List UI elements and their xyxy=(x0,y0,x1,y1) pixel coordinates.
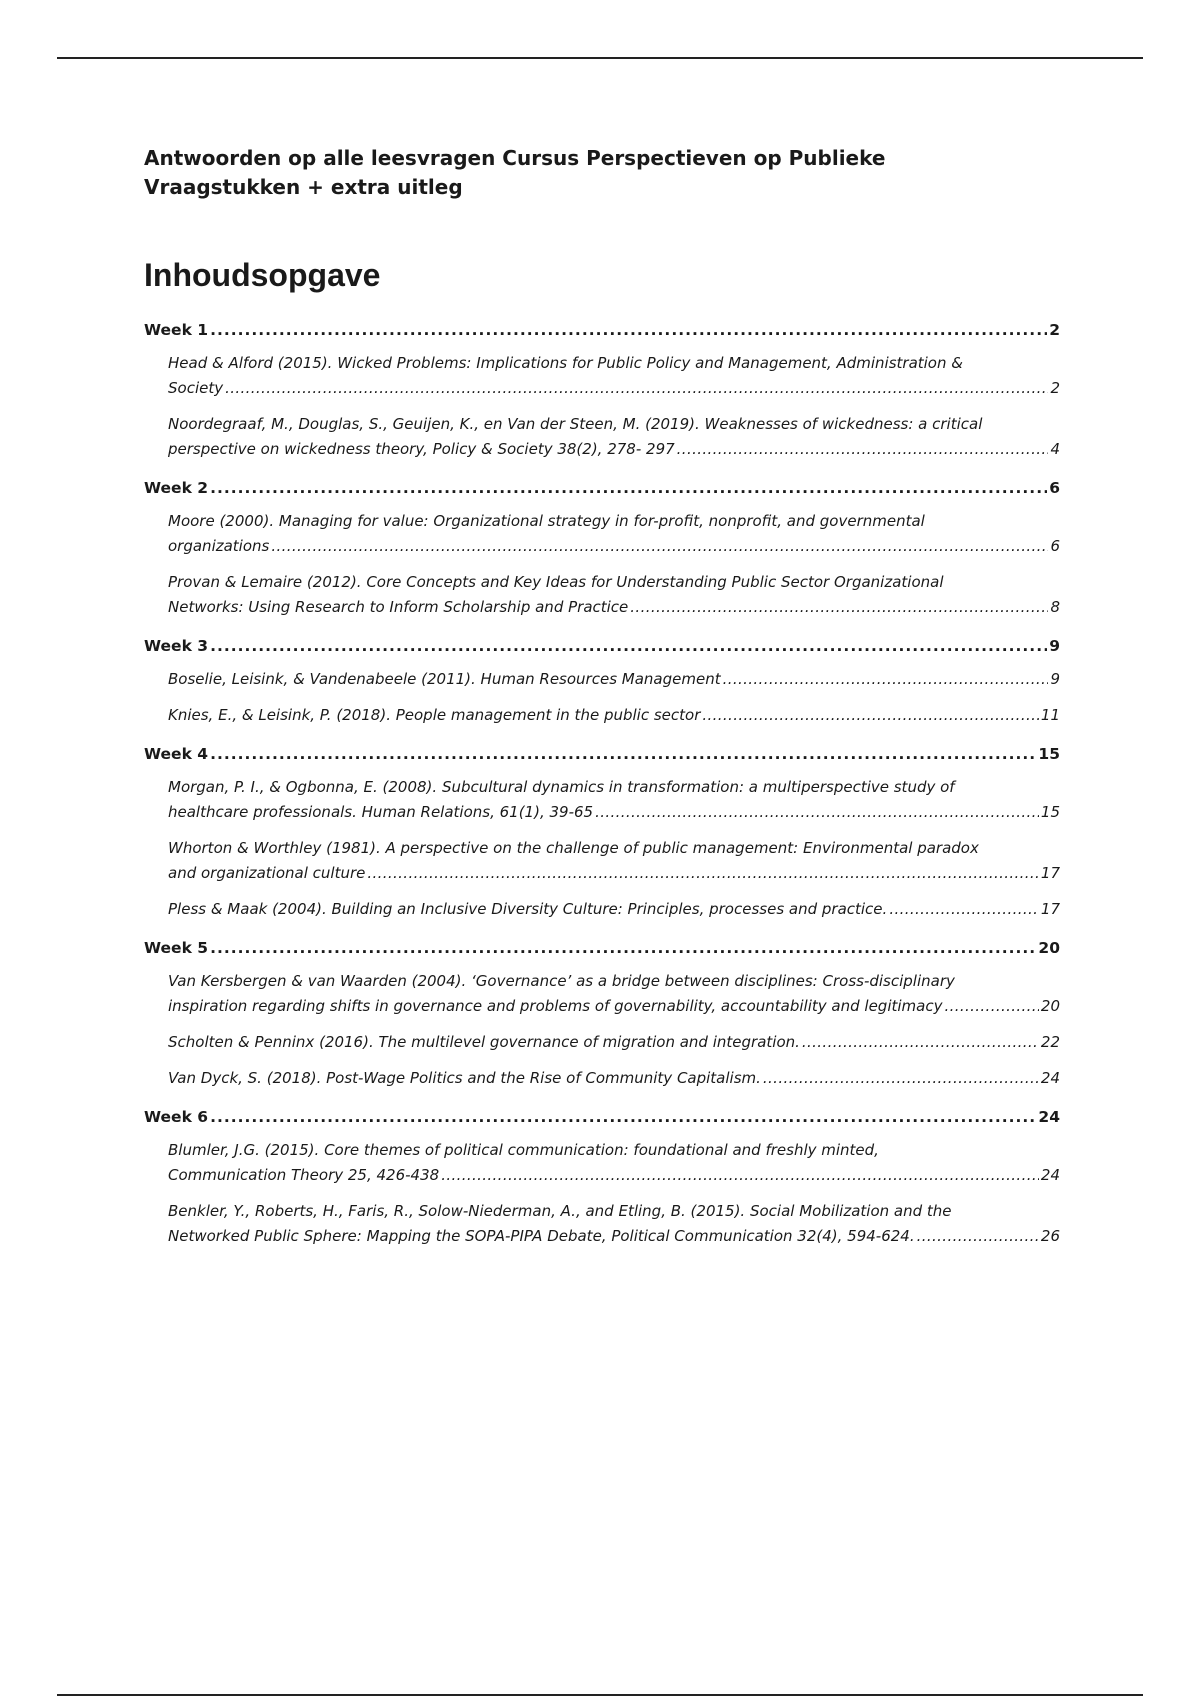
toc-entry-reading[interactable] xyxy=(168,1030,1060,1055)
toc-entry-reading[interactable] xyxy=(168,1066,1060,1091)
toc-leader-dots xyxy=(441,1163,1039,1188)
header-rule xyxy=(57,57,1143,59)
toc-entry-last-line xyxy=(168,1224,1060,1249)
toc-entry-last-line xyxy=(168,861,1060,886)
toc-entry-text: Morgan, P. I., & Ogbonna, E. (2008). Subcultural dynamics in transformation: a multiperspective study of xyxy=(168,778,955,796)
toc-week-block xyxy=(144,318,1060,462)
toc-entry-text: Provan & Lemaire (2012). Core Concepts and Key Ideas for Understanding Public Sector Organizational xyxy=(168,573,944,591)
toc-page-number: 4 xyxy=(1050,440,1060,458)
toc-entry-reading[interactable] xyxy=(168,1199,1060,1249)
toc-entry-reading[interactable] xyxy=(168,775,1060,825)
toc-week-block xyxy=(144,634,1060,728)
toc-leader-dots xyxy=(225,376,1048,401)
toc-entry-text: Society xyxy=(168,379,224,397)
toc-entry-text: perspective on wickedness theory, Policy & Society 38(2), 278- 297 xyxy=(168,440,675,458)
toc-entry-reading[interactable] xyxy=(168,509,1060,559)
toc-leader-dots xyxy=(944,994,1038,1019)
toc-entry-week[interactable] xyxy=(144,936,1060,960)
toc-entry-text: healthcare professionals. Human Relations, 61(1), 39-65 xyxy=(168,803,594,821)
toc-entry-reading[interactable] xyxy=(168,351,1060,401)
toc-entry-reading[interactable] xyxy=(168,570,1060,620)
toc-entry-last-line xyxy=(168,1030,1060,1055)
toc-entry-last-line xyxy=(168,800,1060,825)
toc-leader-dots xyxy=(210,936,1036,960)
toc-week-label: Week 5 xyxy=(144,939,209,957)
toc-entry-text: inspiration regarding shifts in governance and problems of governability, accountability and legitimacy xyxy=(168,997,943,1015)
toc-page-number: 24 xyxy=(1040,1069,1060,1087)
toc-entry-text: Noordegraaf, M., Douglas, S., Geuijen, K., en Van der Steen, M. (2019). Weaknesses of wickedness: a critical xyxy=(168,415,983,433)
toc-entry-text: Van Dyck, S. (2018). Post-Wage Politics and the Rise of Community Capitalism. xyxy=(168,1069,761,1087)
toc-page-number: 15 xyxy=(1038,745,1060,763)
toc-page-number: 8 xyxy=(1050,598,1060,616)
toc-week-label: Week 1 xyxy=(144,321,209,339)
toc-page-number: 2 xyxy=(1049,321,1060,339)
toc-entry-week[interactable] xyxy=(144,634,1060,658)
toc-week-label: Week 4 xyxy=(144,745,209,763)
toc-entry-last-line xyxy=(168,994,1060,1019)
toc-leader-dots xyxy=(723,667,1049,692)
toc-leader-dots xyxy=(917,1224,1039,1249)
toc-leader-dots xyxy=(630,595,1048,620)
toc-entry-text: Networked Public Sphere: Mapping the SOPA-PIPA Debate, Political Communication 32(4), 594-624. xyxy=(168,1227,915,1245)
toc-entry-text: and organizational culture xyxy=(168,864,366,882)
toc-entry-text: Networks: Using Research to Inform Scholarship and Practice xyxy=(168,598,629,616)
toc-leader-dots xyxy=(595,800,1039,825)
toc-entry-reading[interactable] xyxy=(168,703,1060,728)
toc-page-number: 15 xyxy=(1040,803,1060,821)
toc-page-number: 11 xyxy=(1040,706,1060,724)
toc-entry-week[interactable] xyxy=(144,1105,1060,1129)
toc-leader-dots xyxy=(677,437,1049,462)
toc-entry-last-line xyxy=(168,1163,1060,1188)
toc-entry-last-line xyxy=(168,437,1060,462)
toc-entry-week[interactable] xyxy=(144,742,1060,766)
toc-page-number: 17 xyxy=(1040,864,1060,882)
toc-leader-dots xyxy=(367,861,1039,886)
toc-page-number: 20 xyxy=(1040,997,1060,1015)
toc-entry-text: Benkler, Y., Roberts, H., Faris, R., Solow-Niederman, A., and Etling, B. (2015). Social Mobilization and the xyxy=(168,1202,952,1220)
toc-week-block xyxy=(144,936,1060,1091)
toc-entry-last-line xyxy=(168,897,1060,922)
toc-page-number: 26 xyxy=(1040,1227,1060,1245)
toc-week-block xyxy=(144,476,1060,620)
toc-entry-week[interactable] xyxy=(144,318,1060,342)
toc-entry-reading[interactable] xyxy=(168,412,1060,462)
toc-entry-last-line xyxy=(168,703,1060,728)
footer-rule xyxy=(57,1694,1143,1696)
toc-leader-dots xyxy=(210,318,1047,342)
toc-page-number: 9 xyxy=(1050,670,1060,688)
toc-week-label: Week 6 xyxy=(144,1108,209,1126)
toc-entry-last-line xyxy=(168,595,1060,620)
toc-week-label: Week 3 xyxy=(144,637,209,655)
toc-entry-text: Whorton & Worthley (1981). A perspective on the challenge of public management: Environmental paradox xyxy=(168,839,979,857)
toc-leader-dots xyxy=(210,476,1047,500)
toc-page-number: 22 xyxy=(1040,1033,1060,1051)
table-of-contents xyxy=(144,318,1060,1263)
toc-entry-reading[interactable] xyxy=(168,1138,1060,1188)
toc-entry-text: Blumler, J.G. (2015). Core themes of political communication: foundational and freshly minted, xyxy=(168,1141,879,1159)
toc-entry-last-line xyxy=(168,667,1060,692)
toc-leader-dots xyxy=(763,1066,1039,1091)
toc-entry-text: Head & Alford (2015). Wicked Problems: Implications for Public Policy and Management, Administration & xyxy=(168,354,963,372)
toc-leader-dots xyxy=(210,1105,1036,1129)
toc-entry-week[interactable] xyxy=(144,476,1060,500)
toc-page-number: 17 xyxy=(1040,900,1060,918)
toc-entry-reading[interactable] xyxy=(168,667,1060,692)
toc-entry-last-line xyxy=(168,376,1060,401)
toc-entry-text: organizations xyxy=(168,537,270,555)
toc-leader-dots xyxy=(271,534,1048,559)
toc-page-number: 6 xyxy=(1049,479,1060,497)
toc-entry-text: Pless & Maak (2004). Building an Inclusive Diversity Culture: Principles, processes and practice. xyxy=(168,900,888,918)
toc-entry-text: Communication Theory 25, 426-438 xyxy=(168,1166,440,1184)
toc-entry-last-line xyxy=(168,1066,1060,1091)
toc-entry-last-line xyxy=(168,534,1060,559)
toc-leader-dots xyxy=(889,897,1039,922)
toc-entry-text: Scholten & Penninx (2016). The multilevel governance of migration and integration. xyxy=(168,1033,800,1051)
document-title: Antwoorden op alle leesvragen Cursus Perspectieven op Publieke Vraagstukken + extra uitleg xyxy=(144,146,886,199)
toc-page-number: 20 xyxy=(1038,939,1060,957)
toc-page-number: 2 xyxy=(1050,379,1060,397)
toc-week-label: Week 2 xyxy=(144,479,209,497)
toc-page-number: 24 xyxy=(1040,1166,1060,1184)
toc-entry-text: Moore (2000). Managing for value: Organizational strategy in for-profit, nonprofit, and governmental xyxy=(168,512,925,530)
toc-page-number: 24 xyxy=(1038,1108,1060,1126)
toc-week-block xyxy=(144,1105,1060,1249)
toc-entry-text: Knies, E., & Leisink, P. (2018). People management in the public sector xyxy=(168,706,701,724)
toc-week-block xyxy=(144,742,1060,922)
toc-leader-dots xyxy=(802,1030,1039,1055)
toc-page-number: 6 xyxy=(1050,537,1060,555)
toc-heading: Inhoudsopgave xyxy=(144,257,381,293)
toc-leader-dots xyxy=(210,742,1036,766)
toc-page-number: 9 xyxy=(1049,637,1060,655)
toc-entry-reading[interactable] xyxy=(168,836,1060,886)
toc-leader-dots xyxy=(210,634,1047,658)
toc-leader-dots xyxy=(702,703,1039,728)
toc-entry-text: Boselie, Leisink, & Vandenabeele (2011). Human Resources Management xyxy=(168,670,721,688)
toc-entry-text: Van Kersbergen & van Waarden (2004). ‘Governance’ as a bridge between disciplines: Cross-disciplinary xyxy=(168,972,955,990)
toc-entry-reading[interactable] xyxy=(168,969,1060,1019)
toc-entry-reading[interactable] xyxy=(168,897,1060,922)
